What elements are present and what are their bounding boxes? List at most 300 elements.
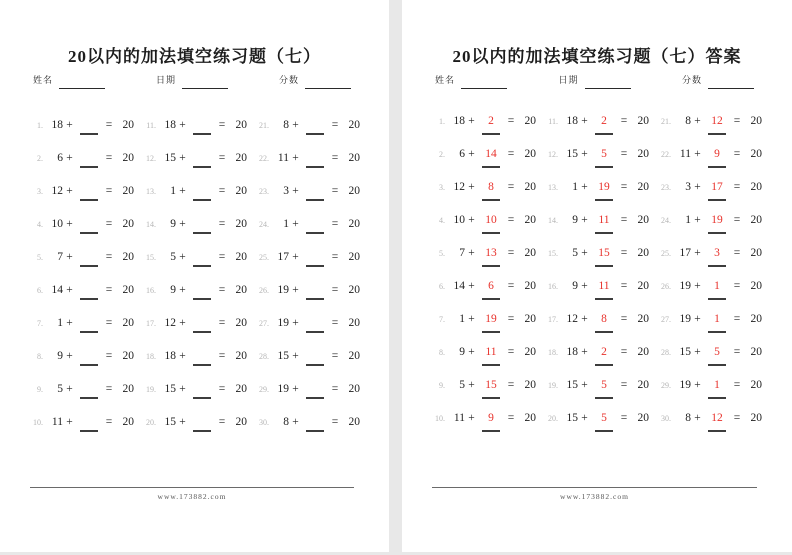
problem-row — [545, 246, 658, 279]
answer-blank — [189, 345, 215, 359]
answer-blank — [76, 378, 102, 392]
answer-value: 12 — [711, 115, 723, 127]
addend-value: 1 — [572, 181, 578, 193]
plus-sign: + — [581, 214, 588, 226]
addend-value: 15 — [679, 346, 691, 358]
answer-blank — [302, 180, 328, 194]
problem-row — [658, 279, 771, 312]
addend-value: 17 — [277, 251, 289, 263]
worksheet-title: 20以内的加法填空练习题（七） — [68, 47, 321, 66]
answer-blank — [302, 312, 328, 326]
problem-index: 17. — [548, 315, 558, 324]
equals-sign: = — [733, 148, 741, 160]
problem-row — [545, 279, 658, 312]
plus-sign: + — [179, 119, 186, 131]
answer-blank — [591, 180, 617, 194]
equals-sign: = — [507, 379, 515, 391]
sum-value: 20 — [122, 416, 134, 428]
sum-value: 20 — [637, 214, 649, 226]
addend-value: 14 — [453, 280, 465, 292]
addend-value: 6 — [459, 148, 465, 160]
sum-value: 20 — [637, 280, 649, 292]
sum-value: 20 — [524, 280, 536, 292]
problem-index: 10. — [435, 414, 445, 423]
answer-blank — [478, 312, 504, 326]
answer-value: 5 — [714, 346, 720, 358]
equals-sign: = — [733, 412, 741, 424]
answer-value: 13 — [485, 247, 497, 259]
header-field — [682, 72, 754, 86]
answer-blank — [189, 279, 215, 293]
answer-blank — [591, 345, 617, 359]
problem-row — [432, 345, 545, 378]
answer-blank — [704, 378, 730, 392]
problem-row — [143, 147, 256, 180]
addend-value: 7 — [57, 251, 63, 263]
equals-sign: = — [507, 346, 515, 358]
addend-value: 15 — [566, 379, 578, 391]
addend-value: 1 — [685, 214, 691, 226]
field-blank-line — [585, 75, 631, 89]
answer-blank — [189, 213, 215, 227]
field-blank-line — [59, 75, 105, 89]
sum-value: 20 — [235, 383, 247, 395]
plus-sign: + — [694, 181, 701, 193]
problem-row — [143, 411, 256, 444]
problem-index: 22. — [661, 150, 671, 159]
answer-value: 5 — [601, 412, 607, 424]
answer-blank — [478, 213, 504, 227]
answer-value: 8 — [601, 313, 607, 325]
problem-row — [30, 147, 143, 180]
answer-blank — [704, 180, 730, 194]
answer-blank — [76, 213, 102, 227]
equals-sign: = — [507, 280, 515, 292]
sum-value: 20 — [750, 181, 762, 193]
equals-sign: = — [218, 152, 226, 164]
problem-index: 26. — [259, 286, 269, 295]
problem-row — [545, 147, 658, 180]
answer-blank — [704, 411, 730, 425]
problem-index: 9. — [439, 381, 445, 390]
problem-index: 3. — [37, 187, 43, 196]
equals-sign: = — [507, 181, 515, 193]
problem-index: 21. — [259, 121, 269, 130]
worksheet-problems-grid — [30, 114, 369, 444]
problem-row — [432, 411, 545, 444]
equals-sign: = — [218, 383, 226, 395]
equals-sign: = — [331, 383, 339, 395]
answer-blank — [189, 147, 215, 161]
equals-sign: = — [105, 218, 113, 230]
equals-sign: = — [105, 152, 113, 164]
equals-sign: = — [733, 313, 741, 325]
addend-value: 12 — [51, 185, 63, 197]
sum-value: 20 — [637, 247, 649, 259]
addend-value: 19 — [277, 284, 289, 296]
addend-value: 1 — [57, 317, 63, 329]
addend-value: 11 — [51, 416, 63, 428]
equals-sign: = — [218, 416, 226, 428]
footer-divider — [432, 487, 757, 488]
answer-blank — [704, 345, 730, 359]
equals-sign: = — [105, 416, 113, 428]
answer-blank — [591, 114, 617, 128]
answer-value: 2 — [488, 115, 494, 127]
problem-row — [545, 213, 658, 246]
problem-row — [256, 246, 369, 279]
plus-sign: + — [292, 284, 299, 296]
addend-value: 15 — [566, 412, 578, 424]
problem-index: 9. — [37, 385, 43, 394]
sum-value: 20 — [235, 284, 247, 296]
equals-sign: = — [733, 247, 741, 259]
plus-sign: + — [694, 214, 701, 226]
sum-value: 20 — [750, 412, 762, 424]
plus-sign: + — [581, 346, 588, 358]
plus-sign: + — [179, 218, 186, 230]
answer-value: 15 — [598, 247, 610, 259]
answer-value: 2 — [601, 346, 607, 358]
plus-sign: + — [468, 412, 475, 424]
plus-sign: + — [694, 313, 701, 325]
problem-row — [143, 345, 256, 378]
plus-sign: + — [179, 152, 186, 164]
problem-row — [256, 147, 369, 180]
sum-value: 20 — [348, 119, 360, 131]
problem-row — [432, 147, 545, 180]
answer-blank — [704, 279, 730, 293]
sum-value: 20 — [122, 152, 134, 164]
answer-blank — [302, 114, 328, 128]
problem-index: 26. — [661, 282, 671, 291]
answer-blank — [302, 411, 328, 425]
answer-value: 19 — [711, 214, 723, 226]
plus-sign: + — [66, 350, 73, 362]
problem-index: 16. — [146, 286, 156, 295]
problem-index: 1. — [439, 117, 445, 126]
plus-sign: + — [468, 148, 475, 160]
problem-row — [30, 378, 143, 411]
sum-value: 20 — [637, 412, 649, 424]
problem-index: 13. — [146, 187, 156, 196]
sum-value: 20 — [750, 313, 762, 325]
addend-value: 15 — [164, 383, 176, 395]
plus-sign: + — [66, 152, 73, 164]
header-field — [279, 72, 351, 86]
problem-row — [30, 246, 143, 279]
problem-row — [432, 246, 545, 279]
plus-sign: + — [179, 383, 186, 395]
problem-index: 24. — [259, 220, 269, 229]
sum-value: 20 — [235, 317, 247, 329]
equals-sign: = — [218, 317, 226, 329]
problem-index: 28. — [259, 352, 269, 361]
problem-index: 23. — [661, 183, 671, 192]
equals-sign: = — [105, 350, 113, 362]
field-label: 日期 — [558, 75, 579, 85]
addend-value: 1 — [283, 218, 289, 230]
sum-value: 20 — [122, 383, 134, 395]
answer-value: 17 — [711, 181, 723, 193]
addend-value: 18 — [51, 119, 63, 131]
plus-sign: + — [581, 412, 588, 424]
problem-row — [143, 279, 256, 312]
problem-row — [658, 213, 771, 246]
equals-sign: = — [620, 346, 628, 358]
problem-row — [143, 312, 256, 345]
sum-value: 20 — [122, 317, 134, 329]
footer-divider — [30, 487, 354, 488]
plus-sign: + — [66, 416, 73, 428]
addend-value: 5 — [459, 379, 465, 391]
problem-row — [658, 411, 771, 444]
problem-row — [658, 114, 771, 147]
problem-row — [143, 378, 256, 411]
plus-sign: + — [179, 251, 186, 263]
addend-value: 9 — [572, 280, 578, 292]
plus-sign: + — [292, 119, 299, 131]
problem-row — [30, 279, 143, 312]
footer-url: www.173882.com — [157, 492, 227, 501]
addend-value: 18 — [566, 346, 578, 358]
answer-blank — [591, 279, 617, 293]
plus-sign: + — [66, 251, 73, 263]
addend-value: 8 — [283, 119, 289, 131]
problem-index: 2. — [439, 150, 445, 159]
problem-row — [30, 213, 143, 246]
problem-index: 15. — [548, 249, 558, 258]
problem-row — [256, 180, 369, 213]
equals-sign: = — [620, 280, 628, 292]
addend-value: 18 — [453, 115, 465, 127]
field-blank-line — [708, 75, 754, 89]
sum-value: 20 — [750, 379, 762, 391]
plus-sign: + — [581, 313, 588, 325]
answer-blank — [302, 378, 328, 392]
answer-blank — [591, 147, 617, 161]
problem-index: 15. — [146, 253, 156, 262]
problem-row — [545, 114, 658, 147]
problem-row — [30, 411, 143, 444]
addend-value: 8 — [283, 416, 289, 428]
plus-sign: + — [581, 247, 588, 259]
addend-value: 18 — [164, 119, 176, 131]
answer-blank — [591, 213, 617, 227]
sum-value: 20 — [235, 152, 247, 164]
sum-value: 20 — [348, 251, 360, 263]
equals-sign: = — [331, 317, 339, 329]
sum-value: 20 — [348, 416, 360, 428]
answer-value: 12 — [711, 412, 723, 424]
header-field — [33, 72, 105, 86]
problem-index: 21. — [661, 117, 671, 126]
problem-row — [432, 378, 545, 411]
sum-value: 20 — [524, 148, 536, 160]
addend-value: 8 — [685, 115, 691, 127]
answer-value: 14 — [485, 148, 497, 160]
problem-row — [256, 345, 369, 378]
answers-footer — [432, 487, 757, 501]
answer-blank — [76, 147, 102, 161]
addend-value: 5 — [57, 383, 63, 395]
plus-sign: + — [292, 185, 299, 197]
sum-value: 20 — [524, 115, 536, 127]
field-blank-line — [182, 75, 228, 89]
sum-value: 20 — [235, 119, 247, 131]
equals-sign: = — [218, 350, 226, 362]
problem-index: 23. — [259, 187, 269, 196]
problem-index: 3. — [439, 183, 445, 192]
addend-value: 18 — [164, 350, 176, 362]
sum-value: 20 — [637, 148, 649, 160]
problem-index: 29. — [259, 385, 269, 394]
equals-sign: = — [733, 280, 741, 292]
plus-sign: + — [581, 181, 588, 193]
answer-blank — [704, 147, 730, 161]
equals-sign: = — [620, 379, 628, 391]
problem-index: 12. — [146, 154, 156, 163]
sum-value: 20 — [348, 383, 360, 395]
problem-row — [256, 312, 369, 345]
addend-value: 7 — [459, 247, 465, 259]
plus-sign: + — [694, 346, 701, 358]
problem-index: 24. — [661, 216, 671, 225]
equals-sign: = — [105, 383, 113, 395]
plus-sign: + — [292, 416, 299, 428]
equals-sign: = — [331, 284, 339, 296]
sum-value: 20 — [750, 346, 762, 358]
answer-blank — [478, 378, 504, 392]
problem-index: 8. — [439, 348, 445, 357]
sum-value: 20 — [235, 218, 247, 230]
plus-sign: + — [468, 181, 475, 193]
problem-row — [143, 213, 256, 246]
answer-blank — [76, 345, 102, 359]
sum-value: 20 — [750, 148, 762, 160]
answer-blank — [478, 345, 504, 359]
addend-value: 5 — [170, 251, 176, 263]
field-label: 分数 — [278, 75, 299, 85]
plus-sign: + — [468, 280, 475, 292]
answer-blank — [189, 378, 215, 392]
answer-blank — [591, 246, 617, 260]
answer-blank — [76, 411, 102, 425]
addend-value: 19 — [277, 317, 289, 329]
answer-value: 9 — [714, 148, 720, 160]
field-blank-line — [461, 75, 507, 89]
plus-sign: + — [292, 317, 299, 329]
equals-sign: = — [620, 115, 628, 127]
addend-value: 10 — [51, 218, 63, 230]
answer-blank — [478, 411, 504, 425]
field-label: 姓名 — [435, 75, 456, 85]
problem-row — [545, 312, 658, 345]
addend-value: 1 — [459, 313, 465, 325]
problem-index: 29. — [661, 381, 671, 390]
answer-value: 8 — [488, 181, 494, 193]
addend-value: 19 — [277, 383, 289, 395]
header-field — [435, 72, 507, 86]
problem-index: 11. — [548, 117, 558, 126]
answer-blank — [189, 180, 215, 194]
problem-index: 18. — [548, 348, 558, 357]
problem-row — [658, 246, 771, 279]
sum-value: 20 — [348, 185, 360, 197]
sum-value: 20 — [637, 313, 649, 325]
problem-index: 6. — [439, 282, 445, 291]
answer-blank — [302, 147, 328, 161]
problem-row — [545, 180, 658, 213]
answer-blank — [478, 246, 504, 260]
addend-value: 8 — [685, 412, 691, 424]
problem-row — [256, 279, 369, 312]
addend-value: 3 — [283, 185, 289, 197]
problem-index: 10. — [33, 418, 43, 427]
answer-value: 5 — [601, 379, 607, 391]
addend-value: 11 — [277, 152, 289, 164]
footer-url: www.173882.com — [560, 492, 629, 501]
plus-sign: + — [292, 383, 299, 395]
problem-row — [658, 312, 771, 345]
sum-value: 20 — [637, 115, 649, 127]
problem-row — [143, 114, 256, 147]
sum-value: 20 — [750, 214, 762, 226]
equals-sign: = — [331, 152, 339, 164]
sum-value: 20 — [235, 350, 247, 362]
answer-blank — [302, 345, 328, 359]
problem-row — [658, 345, 771, 378]
addend-value: 15 — [566, 148, 578, 160]
equals-sign: = — [733, 115, 741, 127]
equals-sign: = — [507, 412, 515, 424]
answers-problems-grid — [432, 114, 771, 444]
answer-blank — [189, 312, 215, 326]
equals-sign: = — [331, 119, 339, 131]
plus-sign: + — [66, 284, 73, 296]
addend-value: 11 — [453, 412, 465, 424]
answer-value: 11 — [485, 346, 497, 358]
problem-row — [658, 378, 771, 411]
sum-value: 20 — [637, 346, 649, 358]
problem-index: 2. — [37, 154, 43, 163]
addend-value: 15 — [164, 152, 176, 164]
equals-sign: = — [331, 185, 339, 197]
problem-row — [256, 213, 369, 246]
sum-value: 20 — [750, 247, 762, 259]
answer-blank — [478, 147, 504, 161]
addend-value: 19 — [679, 313, 691, 325]
problem-row — [658, 180, 771, 213]
addend-value: 12 — [453, 181, 465, 193]
plus-sign: + — [694, 148, 701, 160]
problem-row — [143, 246, 256, 279]
plus-sign: + — [179, 185, 186, 197]
problem-index: 7. — [37, 319, 43, 328]
equals-sign: = — [620, 181, 628, 193]
answer-blank — [704, 246, 730, 260]
answer-blank — [591, 378, 617, 392]
problem-row — [432, 213, 545, 246]
plus-sign: + — [66, 317, 73, 329]
problem-index: 22. — [259, 154, 269, 163]
problem-row — [658, 147, 771, 180]
equals-sign: = — [507, 115, 515, 127]
sum-value: 20 — [122, 218, 134, 230]
problem-index: 12. — [548, 150, 558, 159]
worksheet-page — [0, 0, 389, 552]
problem-index: 4. — [37, 220, 43, 229]
